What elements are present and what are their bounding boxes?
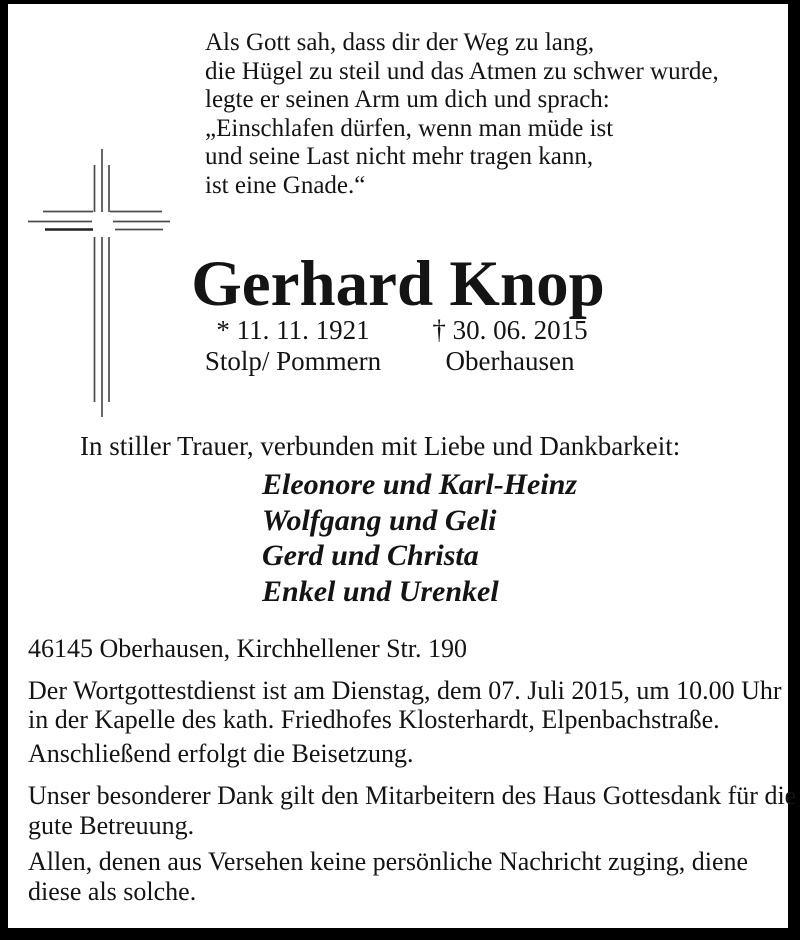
closing-line: Allen, denen aus Versehen keine persönliche Nachricht zuging, diene bbox=[28, 847, 749, 876]
birth-date: * 11. 11. 1921 bbox=[216, 315, 370, 345]
verse-line: und seine Last nicht mehr tragen kann, bbox=[205, 143, 594, 170]
mourner-name: Gerd und Christa bbox=[262, 539, 479, 572]
thanks-line: gute Betreuung. bbox=[28, 811, 195, 840]
mourner-name: Eleonore und Karl-Heinz bbox=[262, 468, 578, 501]
service-details bbox=[28, 676, 782, 734]
thanks-note bbox=[28, 781, 796, 841]
service-line: in der Kapelle des kath. Friedhofes Klosterhardt, Elpenbachstraße. bbox=[28, 705, 720, 734]
birth-info bbox=[193, 315, 393, 376]
verse-line: die Hügel zu steil und das Atmen zu schwer wurde, bbox=[205, 57, 719, 85]
closing-line: diese als solche. bbox=[28, 877, 197, 906]
death-date: † 30. 06. 2015 bbox=[432, 315, 588, 345]
thanks-line: Unser besonderer Dank gilt den Mitarbeitern des Haus Gottesdank für die bbox=[28, 781, 797, 810]
birth-place: Stolp/ Pommern bbox=[204, 345, 382, 376]
burial-note: Anschließend erfolgt die Beisetzung. bbox=[28, 739, 414, 768]
deceased-name: Gerhard Knop bbox=[191, 248, 605, 320]
verse-line: Als Gott sah, dass dir der Weg zu lang, bbox=[205, 29, 595, 56]
mourning-intro: In stiller Trauer, verbunden mit Liebe und Dankbarkeit: bbox=[80, 431, 681, 461]
mourner-name: Enkel und Urenkel bbox=[262, 574, 499, 608]
memorial-verse bbox=[205, 29, 719, 200]
service-line: Der Wortgottestdienst ist am Dienstag, dem 07. Juli 2015, um 10.00 Uhr bbox=[28, 676, 782, 705]
death-place: Oberhausen bbox=[445, 345, 575, 376]
mourner-name: Wolfgang und Geli bbox=[262, 503, 497, 537]
verse-line: „Einschlafen dürfen, wenn man müde ist bbox=[205, 114, 614, 142]
closing-note bbox=[28, 847, 748, 907]
obituary-sheet bbox=[8, 4, 797, 928]
death-info bbox=[428, 315, 592, 376]
address-line: 46145 Oberhausen, Kirchhellener Str. 190 bbox=[28, 634, 468, 663]
mourners-list bbox=[262, 467, 577, 609]
verse-line: legte er seinen Arm um dich und sprach: bbox=[205, 86, 610, 113]
verse-line: ist eine Gnade.“ bbox=[205, 171, 366, 199]
